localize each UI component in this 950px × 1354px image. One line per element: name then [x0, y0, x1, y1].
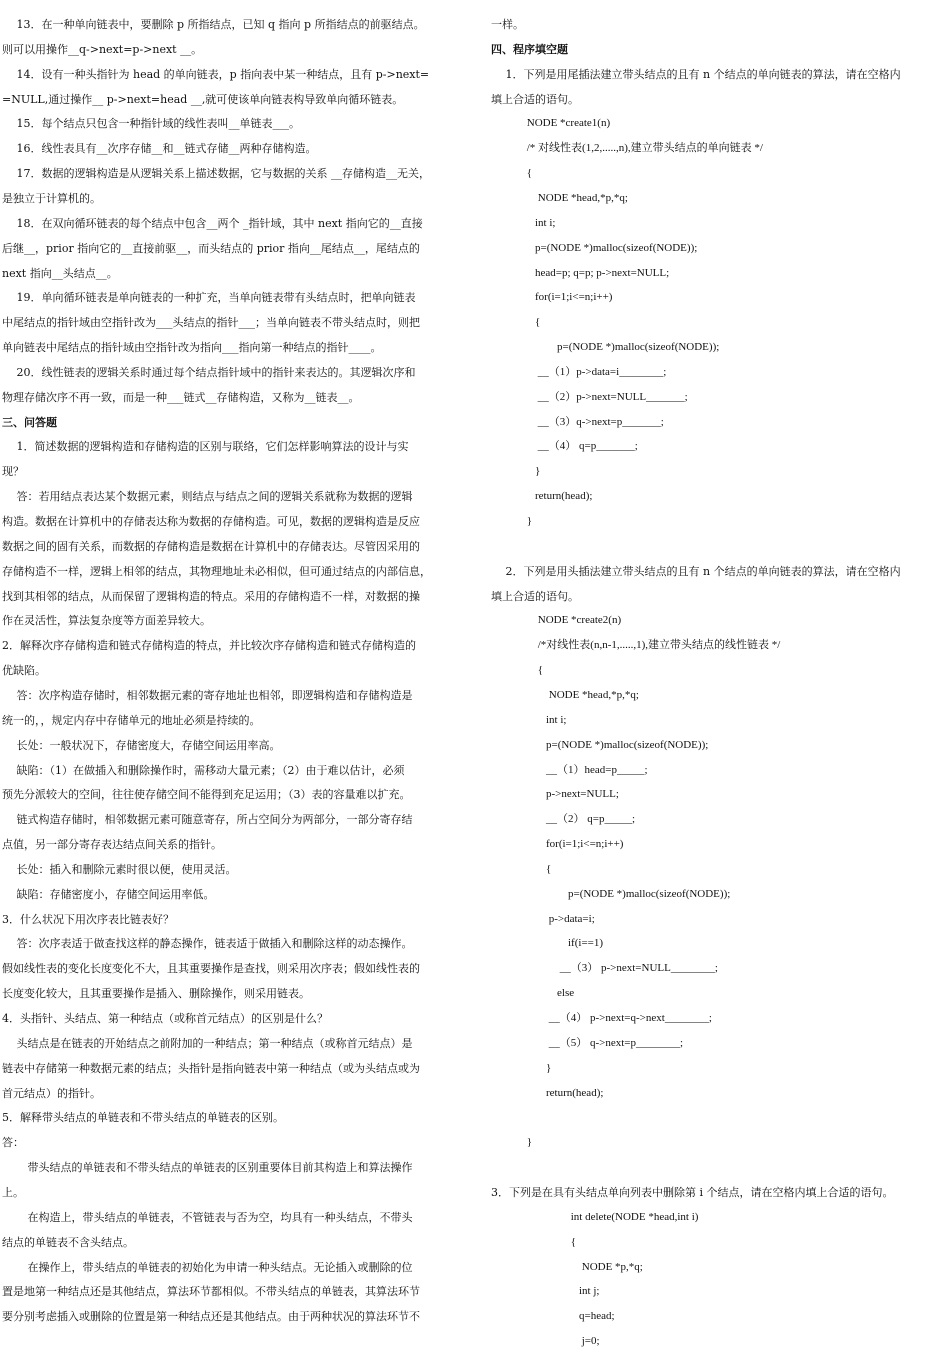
text-line: next 指向__头结点__。	[2, 266, 118, 280]
text-line: if(i==1)	[491, 937, 604, 950]
text-line: 假如线性表的变化长度变化不大，且其重要操作是查找，则采用次序表；假如线性表的	[2, 962, 420, 976]
text-line: __（1）p->data=i________;	[491, 365, 667, 378]
text-line: p=(NODE *)malloc(sizeof(NODE));	[491, 241, 698, 254]
text-line: NODE *p,*q;	[491, 1260, 643, 1273]
text-line: __（5） q->next=p________;	[491, 1036, 684, 1049]
text-line: 在构造上，带头结点的单链表，不管链表与否为空，均具有一种头结点，不带头	[2, 1210, 413, 1224]
text-line: /* 对线性表(1,2,.....,n),建立带头结点的单向链表 */	[491, 142, 763, 155]
text-line: 14．设有一种头指针为 head 的单向链表，p 指向表中某一种结点，且有 p->next=	[2, 67, 430, 81]
text-line: return(head);	[491, 490, 593, 503]
text-line: p=(NODE *)malloc(sizeof(NODE));	[491, 341, 720, 354]
text-line: }	[491, 1061, 552, 1074]
text-line: 1．下列是用尾插法建立带头结点的且有 n 个结点的单向链表的算法，请在空格内	[491, 67, 901, 81]
text-line: 一样。	[491, 18, 524, 31]
text-line: p=(NODE *)malloc(sizeof(NODE));	[491, 887, 731, 900]
text-line: {	[491, 862, 552, 875]
text-line: 则可以用操作__q->next=p->next __。	[2, 42, 203, 56]
text-line: __（1）head=p_____;	[491, 763, 648, 776]
text-line: {	[491, 1235, 577, 1248]
text-line: 答：	[2, 1136, 24, 1150]
text-line: {	[491, 664, 544, 677]
text-line: 缺陷：（1）在做插入和删除操作时，需移动大量元素；（2）由于难以估计，必须	[2, 763, 405, 777]
text-line: 链式构造存储时，相邻数据元素可随意寄存，所占空间分为两部分，一部分寄存结	[2, 813, 413, 827]
text-line: 16．线性表具有__次序存储__和__链式存储__两种存储构造。	[2, 142, 317, 156]
text-line: 长处：一般状况下，存储密度大，存储空间运用率高。	[2, 738, 281, 752]
text-line: 预先分派较大的空间，往往使存储空间不能得到充足运用；（3）表的容量难以扩充。	[2, 788, 411, 802]
text-line: 带头结点的单链表和不带头结点的单链表的区别重要体目前其构造上和算法操作	[2, 1161, 413, 1175]
text-line: int delete(NODE *head,int i)	[491, 1210, 699, 1223]
text-line: 作在灵活性，算法复杂度等方面差异较大。	[2, 614, 211, 628]
text-line: else	[491, 987, 575, 1000]
text-line: 在操作上，带头结点的单链表的初始化为申请一种头结点。无论插入或删除的位	[2, 1260, 413, 1274]
text-line: 首元结点）的指针。	[2, 1086, 101, 1100]
text-line: head=p; q=p; p->next=NULL;	[491, 266, 670, 279]
text-line: 答：次序构造存储时，相邻数据元素的寄存地址也相邻，即逻辑构造和存储构造是	[2, 688, 413, 702]
text-line: 2．解释次序存储构造和链式存储构造的特点，并比较次序存储构造和链式存储构造的	[2, 639, 416, 653]
text-line: 要分别考虑插入或删除的位置是第一种结点还是其他结点。由于两种状况的算法环节不	[2, 1310, 420, 1324]
text-line: 4．头指针、头结点、第一种结点（或称首元结点）的区别是什么？	[2, 1012, 328, 1025]
text-line: 缺陷：存储密度小，存储空间运用率低。	[2, 887, 215, 901]
text-line: 答：若用结点表达某个数据元素，则结点与结点之间的逻辑关系就称为数据的逻辑	[2, 490, 413, 504]
text-line: 单向链表中尾结点的指针域由空指针改为指向___指向第一种结点的指针____。	[2, 341, 382, 355]
text-line: =NULL,通过操作__ p->next=head __,就可使该单向链表构导致单向循环链表。	[2, 92, 404, 106]
text-line: }	[491, 465, 541, 478]
text-line: 结点的单链表不含头结点。	[2, 1235, 134, 1249]
text-line: p->data=i;	[491, 912, 595, 925]
text-line: 找到其相邻的结点，从而保留了逻辑构造的特点。采用的存储构造不一样，对数据的操	[2, 589, 420, 603]
text-line: 13．在一种单向链表中，要删除 p 所指结点，已知 q 指向 p 所指结点的前驱结点。	[2, 18, 425, 31]
text-line: 存储构造不一样，逻辑上相邻的结点，其物理地址未必相似，但可通过结点的内部信息，	[2, 564, 431, 578]
text-line: 18．在双向循环链表的每个结点中包含__两个 _指针域，其中 next 指向它的__直接	[2, 216, 423, 230]
text-line: 物理存储次序不再一致，而是一种___链式__存储构造，又称为__链表__。	[2, 390, 360, 404]
text-line: 中尾结点的指针域由空指针改为___头结点的指针___；当单向链表不带头结点时，则把	[2, 316, 420, 330]
text-line: 置是地第一种结点还是其他结点，算法环节都相似。不带头结点的单链表，其算法环节	[2, 1285, 420, 1299]
text-line: }	[491, 1136, 533, 1149]
text-line: NODE *head,*p,*q;	[491, 688, 639, 701]
text-line: 优缺陷。	[2, 664, 46, 678]
text-line: 3．什么状况下用次序表比链表好？	[2, 912, 174, 926]
text-line: return(head);	[491, 1086, 604, 1099]
text-line: __（4） p->next=q->next________;	[491, 1012, 712, 1024]
text-line: j=0;	[491, 1335, 600, 1348]
text-line: NODE *create2(n)	[491, 614, 622, 627]
text-line: 上。	[2, 1185, 24, 1199]
text-line: 5．解释带头结点的单链表和不带头结点的单链表的区别。	[2, 1111, 284, 1125]
text-line: 点值，另一部分寄存表达结点间关系的指针。	[2, 838, 222, 852]
text-line: {	[491, 167, 533, 180]
text-line: /*对线性表(n,n-1,.....,1),建立带头结点的线性链表 */	[491, 639, 781, 652]
text-line: {	[491, 316, 541, 329]
text-line: 答：次序表适于做查找这样的静态操作，链表适于做插入和删除这样的动态操作。	[2, 937, 413, 951]
text-line: for(i=1;i<=n;i++)	[491, 291, 613, 304]
text-line: 19．单向循环链表是单向链表的一种扩充，当单向链表带有头结点时，把单向链表	[2, 291, 416, 305]
text-line: q=head;	[491, 1310, 615, 1323]
text-line	[491, 534, 947, 559]
text-line: 现？	[2, 465, 24, 479]
text-line: p=(NODE *)malloc(sizeof(NODE));	[491, 738, 709, 751]
text-line: }	[491, 515, 533, 527]
text-line: 2．下列是用头插法建立带头结点的且有 n 个结点的单向链表的算法，请在空格内	[491, 564, 901, 578]
text-line: int i;	[491, 216, 556, 229]
text-line: 统一的，，规定内存中存储单元的地址必须是持续的。	[2, 713, 261, 727]
text-line: __（3） p->next=NULL________;	[491, 962, 718, 975]
text-line: int j;	[491, 1285, 600, 1298]
text-line: __（4） q=p_______;	[491, 440, 638, 453]
text-line: __（3）q->next=p_______;	[491, 415, 664, 428]
text-line: 是独立于计算机的。	[2, 191, 101, 205]
section-heading: 三、问答题	[2, 415, 57, 429]
text-line: 1．简述数据的逻辑构造和存储构造的区别与联络，它们怎样影响算法的设计与实	[2, 440, 409, 454]
text-line: 链表中存储第一种数据元素的结点；头指针是指向链表中第一种结点（或为头结点或为	[2, 1061, 420, 1075]
text-line: 17．数据的逻辑构造是从逻辑关系上描述数据，它与数据的关系 __存储构造__无关，	[2, 167, 430, 181]
text-line: NODE *head,*p,*q;	[491, 191, 628, 204]
text-line: 后继__，prior 指向它的__直接前驱__，而头结点的 prior 指向__尾结点__，尾结点的	[2, 241, 420, 255]
text-line: 15．每个结点只包含一种指针域的线性表叫__单链表___。	[2, 117, 300, 131]
text-line: 构造。数据在计算机中的存储表达称为数据的存储构造。可见，数据的逻辑构造是反应	[2, 515, 420, 528]
text-line: 数据之间的固有关系，而数据的存储构造是数据在计算机中的存储表达。尽管因采用的	[2, 539, 420, 553]
text-line: NODE *create1(n)	[491, 117, 611, 130]
text-line: 填上合适的语句。	[491, 589, 579, 603]
text-line	[491, 1155, 947, 1180]
text-line: __（2）p->next=NULL_______;	[491, 390, 688, 403]
text-line: 长度变化较大，且其重要操作是插入、删除操作，则采用链表。	[2, 987, 310, 1001]
text-line: p->next=NULL;	[491, 788, 619, 801]
text-line: __（2） q=p_____;	[491, 813, 636, 826]
text-line: 长处：插入和删除元素时很以便，使用灵活。	[2, 862, 237, 876]
text-line: for(i=1;i<=n;i++)	[491, 838, 624, 851]
text-line: 头结点是在链表的开始结点之前附加的一种结点；第一种结点（或称首元结点）是	[2, 1036, 413, 1050]
text-line: 填上合适的语句。	[491, 92, 579, 106]
section-heading: 四、程序填空题	[491, 42, 568, 56]
text-line: int i;	[491, 713, 567, 726]
text-line: 20．线性链表的逻辑关系时通过每个结点指针域中的指针来表达的。其逻辑次序和	[2, 365, 416, 379]
text-line	[491, 1105, 947, 1130]
text-line: 3．下列是在具有头结点单向列表中删除第 i 个结点，请在空格内填上合适的语句。	[491, 1185, 894, 1199]
